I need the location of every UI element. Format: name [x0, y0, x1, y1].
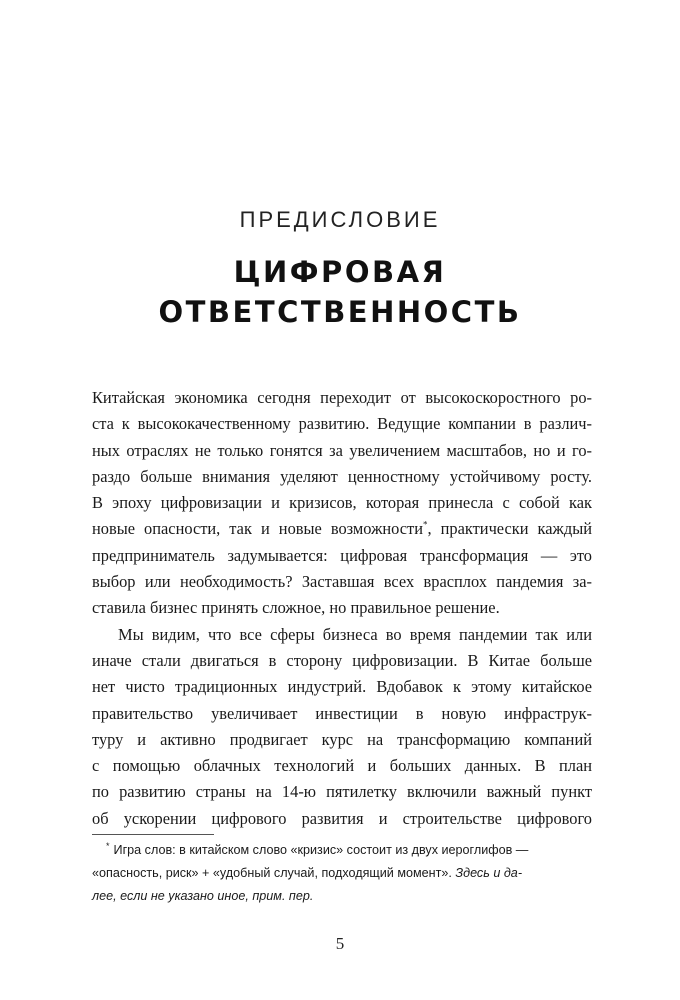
text-segment: новые опасности, так и новые возможности — [92, 519, 423, 539]
section-label: ПРЕДИСЛОВИЕ — [239, 207, 441, 232]
text-line-with-note — [92, 516, 592, 542]
text-line: ста к высококачественному развитию. Ведущие компании в различ- — [92, 414, 592, 434]
text-line: ных отраслях не только гонятся за увеличением масштабов, но и го- — [92, 440, 592, 460]
footnote-italic-text: Здесь и да- — [455, 866, 523, 880]
footnote-italic-text: лее, если не указано иное, прим. пер. — [92, 889, 314, 903]
text-line: с помощью облачных технологий и больших данных. В план — [92, 756, 592, 776]
paragraph-2 — [92, 622, 592, 832]
text-line: правительство увеличивает инвестиции в новую инфраструк- — [92, 703, 592, 723]
text-line: иначе стали двигаться в сторону цифровизации. В Китае больше — [92, 650, 592, 670]
footnote-text: «опасность, риск» + «удобный случай, подходящий момент». — [92, 866, 456, 880]
chapter-title — [0, 252, 680, 332]
text-line: Мы видим, что все сферы бизнеса во время пандемии так или — [118, 624, 592, 644]
footnote-text: Игра слов: в китайском слово «кризис» состоит из двух иероглифов — — [113, 843, 529, 857]
footnote-divider — [92, 834, 214, 835]
text-line: об ускорении цифрового развития и строительстве цифрового — [92, 808, 592, 828]
footnote-line — [92, 862, 592, 885]
text-line: В эпоху цифровизации и кризисов, которая принесла с собой как — [92, 493, 592, 513]
chapter-title-line-1: ЦИФРОВАЯ — [233, 255, 447, 289]
footnote-line — [92, 839, 592, 862]
chapter-title-line-2: ОТВЕТСТВЕННОСТЬ — [158, 295, 522, 329]
paragraph-1 — [92, 385, 592, 622]
text-line: нет чисто традиционных индустрий. Вдобавок к этому китайское — [92, 677, 592, 697]
text-segment: , практически каждый — [427, 519, 592, 539]
footnote — [92, 839, 592, 908]
text-line: ставила бизнес принять сложное, но правильное решение. — [92, 598, 500, 618]
text-line: выбор или необходимость? Заставшая всех врасплох пандемия за- — [92, 572, 592, 592]
page-number: 5 — [335, 934, 345, 953]
text-line: туру и активно продвигает курс на трансформацию компаний — [92, 729, 592, 749]
text-line: раздо больше внимания уделяют ценностному устойчивому росту. — [92, 466, 592, 486]
body-text — [92, 385, 592, 832]
text-line: Китайская экономика сегодня переходит от высокоскоростного ро- — [92, 388, 592, 407]
footnote-line — [92, 885, 592, 908]
footnote-mark: * — [106, 840, 110, 851]
text-line: предприниматель задумывается: цифровая трансформация — это — [92, 545, 592, 565]
footnote-marker[interactable]: * — [422, 520, 428, 531]
text-line: по развитию страны на 14-ю пятилетку включили важный пункт — [92, 782, 592, 802]
